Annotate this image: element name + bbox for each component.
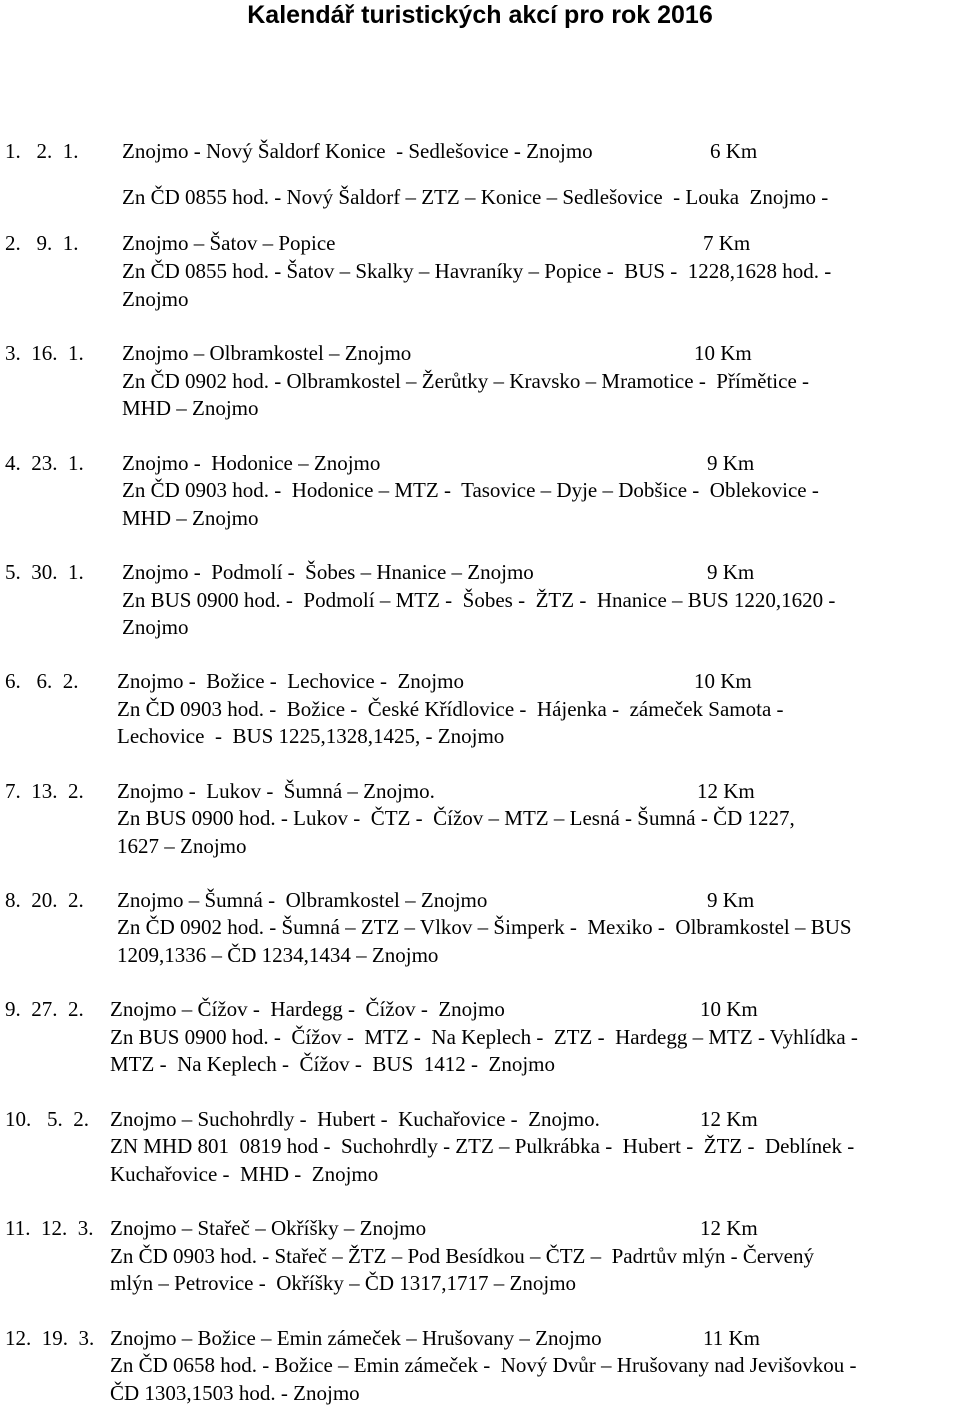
event-detail: MHD – Znojmo [122, 396, 259, 420]
event-detail: Zn ČD 0855 hod. - Nový Šaldorf – ZTZ – Konice – Sedlešovice - Louka Znojmo - [122, 185, 829, 209]
event-detail: Znojmo [122, 287, 189, 311]
event-name: Znojmo – Stařeč – Okříšky – Znojmo [110, 1216, 427, 1240]
event-date: 9. 27. 2. [5, 997, 84, 1021]
event-detail: Znojmo [122, 615, 189, 639]
event-name: Znojmo – Šatov – Popice [122, 231, 336, 255]
event-date: 6. 6. 2. [5, 669, 79, 693]
event-detail: ZN MHD 801 0819 hod - Suchohrdly - ZTZ – Pulkrábka - Hubert - ŽTZ - Deblínek - [110, 1134, 855, 1158]
event-date: 4. 23. 1. [5, 451, 84, 475]
event-detail: Zn ČD 0902 hod. - Šumná – ZTZ – Vlkov – Šimperk - Mexiko - Olbramkostel – BUS [117, 915, 852, 939]
event-detail: mlýn – Petrovice - Okříšky – ČD 1317,1717 – Znojmo [110, 1271, 577, 1295]
event-date: 10. 5. 2. [5, 1107, 89, 1131]
event-date: 5. 30. 1. [5, 560, 84, 584]
event-name: Znojmo – Čížov - Hardegg - Čížov - Znojmo [110, 997, 505, 1021]
event-detail: Zn ČD 0902 hod. - Olbramkostel – Žerůtky – Kravsko – Mramotice - Přímětice - [122, 369, 810, 393]
event-detail: MTZ - Na Keplech - Čížov - BUS 1412 - Znojmo [110, 1052, 556, 1076]
event-name: Znojmo – Božice – Emin zámeček – Hrušovany – Znojmo [110, 1326, 602, 1350]
event-distance: 10 Km [700, 997, 758, 1021]
event-date: 8. 20. 2. [5, 888, 84, 912]
event-detail: Zn ČD 0903 hod. - Božice - České Křídlovice - Hájenka - zámeček Samota - [117, 697, 784, 721]
event-distance: 11 Km [703, 1326, 760, 1350]
event-distance: 10 Km [694, 669, 752, 693]
event-date: 12. 19. 3. [5, 1326, 95, 1350]
event-date: 1. 2. 1. [5, 139, 79, 163]
page-title: Kalendář turistických akcí pro rok 2016 [247, 1, 713, 29]
event-detail: Zn ČD 0903 hod. - Hodonice – MTZ - Tasovice – Dyje – Dobšice - Oblekovice - [122, 478, 819, 502]
event-name: Znojmo – Šumná - Olbramkostel – Znojmo [117, 888, 488, 912]
event-detail: Lechovice - BUS 1225,1328,1425, - Znojmo [117, 724, 505, 748]
event-detail: ČD 1303,1503 hod. - Znojmo [110, 1381, 360, 1405]
event-name: Znojmo – Olbramkostel – Znojmo [122, 341, 412, 365]
event-distance: 9 Km [707, 888, 755, 912]
event-detail: Zn ČD 0855 hod. - Šatov – Skalky – Havraníky – Popice - BUS - 1228,1628 hod. - [122, 259, 832, 283]
event-distance: 9 Km [707, 451, 755, 475]
event-date: 2. 9. 1. [5, 231, 79, 255]
event-distance: 9 Km [707, 560, 755, 584]
event-name: Znojmo - Nový Šaldorf Konice - Sedlešovice - Znojmo [122, 139, 593, 163]
event-detail: Zn ČD 0903 hod. - Stařeč – ŽTZ – Pod Besídkou – ČTZ – Padrtův mlýn - Červený [110, 1244, 815, 1268]
event-detail: 1209,1336 – ČD 1234,1434 – Znojmo [117, 943, 439, 967]
event-distance: 12 Km [700, 1107, 758, 1131]
event-distance: 6 Km [710, 139, 758, 163]
event-name: Znojmo - Lukov - Šumná – Znojmo. [117, 779, 435, 803]
event-distance: 12 Km [697, 779, 755, 803]
event-name: Znojmo – Suchohrdly - Hubert - Kuchařovice - Znojmo. [110, 1107, 600, 1131]
event-detail: Zn BUS 0900 hod. - Čížov - MTZ - Na Keplech - ZTZ - Hardegg – MTZ - Vyhlídka - [110, 1025, 858, 1049]
event-date: 11. 12. 3. [5, 1216, 94, 1240]
event-detail: MHD – Znojmo [122, 506, 259, 530]
event-distance: 12 Km [700, 1216, 758, 1240]
event-detail: Zn BUS 0900 hod. - Podmolí – MTZ - Šobes - ŽTZ - Hnanice – BUS 1220,1620 - [122, 588, 836, 612]
event-name: Znojmo - Podmolí - Šobes – Hnanice – Znojmo [122, 560, 534, 584]
event-date: 3. 16. 1. [5, 341, 84, 365]
event-name: Znojmo - Božice - Lechovice - Znojmo [117, 669, 464, 693]
event-detail: Zn ČD 0658 hod. - Božice – Emin zámeček - Nový Dvůr – Hrušovany nad Jevišovkou - [110, 1353, 857, 1377]
event-detail: Kuchařovice - MHD - Znojmo [110, 1162, 379, 1186]
event-date: 7. 13. 2. [5, 779, 84, 803]
event-detail: Zn BUS 0900 hod. - Lukov - ČTZ - Čížov – MTZ – Lesná - Šumná - ČD 1227, [117, 806, 795, 830]
event-distance: 7 Km [703, 231, 751, 255]
event-distance: 10 Km [694, 341, 752, 365]
event-detail: 1627 – Znojmo [117, 834, 247, 858]
event-name: Znojmo - Hodonice – Znojmo [122, 451, 381, 475]
